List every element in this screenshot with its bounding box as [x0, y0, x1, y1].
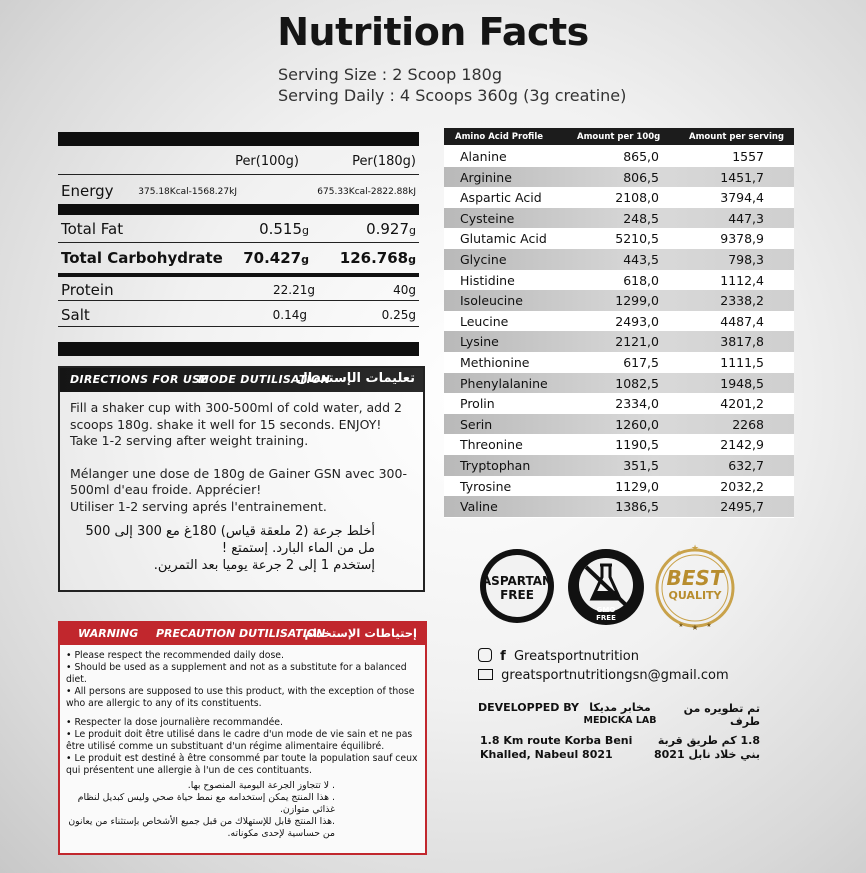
amino-row: [444, 270, 794, 291]
developed-by-ar: تم تطويره من طرف: [683, 702, 760, 728]
mail-icon: [478, 669, 493, 680]
amino-per-100g: 2334,0: [615, 396, 659, 412]
amino-per-100g: 5210,5: [615, 231, 659, 247]
amino-per-serving: 447,3: [728, 210, 764, 226]
warning-fr-1: • Respecter la dose journalière recommandée.: [66, 717, 283, 728]
warning-en-1: • Please respect the recommended daily dose.: [66, 650, 284, 661]
svg-text:★: ★: [691, 623, 699, 631]
amino-row: [444, 311, 794, 332]
amino-per-serving: 632,7: [728, 458, 764, 473]
fat-per100: 0.515g: [259, 220, 309, 238]
nutrient-label: Total Carbohydrate: [61, 249, 223, 267]
best-label: BEST: [666, 566, 724, 590]
amino-per-100g: 1299,0: [615, 293, 659, 309]
directions-ar: [60, 515, 423, 574]
warning-title-fr: PRECAUTION DUTILISATION: [156, 627, 326, 640]
amino-row: [444, 290, 794, 311]
amino-row: [444, 167, 794, 188]
amino-per-100g: 443,5: [623, 252, 659, 267]
amino-col-100g: Amount per 100g: [577, 132, 661, 142]
amino-per-serving: 1557: [732, 149, 764, 164]
amino-per-100g: 617,5: [623, 355, 659, 370]
amino-name: Histidine: [460, 272, 515, 288]
nutrient-label: Energy: [61, 182, 114, 200]
energy-per180: 675.33Kcal-2822.88kJ: [317, 187, 416, 197]
lab-name-en: MEDICKA LAB: [583, 715, 657, 726]
svg-text:★: ★: [675, 549, 683, 557]
serving-size: Serving Size : 2 Scoop 180g: [278, 65, 503, 84]
amino-name: Glutamic Acid: [460, 231, 547, 247]
lab-name-ar: مخابر مديكا: [589, 701, 651, 714]
warning-ar-1: . لا تتجاوز الجرعة اليومية المنصوح بها.: [187, 780, 335, 791]
gmo-free-badge: [566, 547, 646, 627]
amino-name: Valine: [460, 499, 498, 515]
amino-per-serving: 9378,9: [720, 231, 764, 247]
warning-box: [58, 621, 427, 855]
directions-title-fr: MODE DUTILISATION: [198, 373, 331, 386]
directions-title-en: DIRECTIONS FOR USE: [70, 373, 209, 386]
divider: [58, 326, 419, 327]
amino-per-100g: 351,5: [623, 458, 659, 473]
amino-per-100g: 1082,5: [615, 375, 659, 391]
amino-header: [444, 128, 794, 145]
amino-row: [444, 476, 794, 497]
thick-divider: [58, 204, 419, 215]
amino-per-100g: 1190,5: [615, 437, 659, 453]
address-ar: 1.8 كم طريق قربة بني خلاد نابل 8021: [654, 734, 760, 761]
amino-per-serving: 798,3: [728, 252, 764, 267]
svg-text:★: ★: [707, 549, 715, 557]
divider: [58, 300, 419, 301]
amino-name: Methionine: [460, 355, 530, 370]
col-per-180g: Per(180g): [352, 154, 416, 169]
top-bar: [58, 132, 419, 146]
gmo-free-label: FREE: [596, 614, 616, 622]
amino-name: Tryptophan: [460, 458, 531, 473]
protein-per180: 40g: [393, 283, 416, 297]
svg-text:★: ★: [678, 622, 684, 629]
warning-text: [60, 645, 425, 777]
amino-per-serving: 4201,2: [720, 396, 764, 412]
amino-per-serving: 3794,4: [720, 190, 764, 206]
amino-row: [444, 208, 794, 229]
amino-row: [444, 249, 794, 270]
divider: [58, 174, 419, 175]
amino-per-100g: 806,5: [623, 169, 659, 185]
amino-row: [444, 373, 794, 394]
gmo-label: GMO: [596, 606, 616, 614]
amino-row: [444, 228, 794, 249]
amino-name: Alanine: [460, 149, 507, 164]
amino-per-serving: 3817,8: [720, 334, 764, 350]
lab-name: [580, 701, 660, 727]
amino-acid-table: [444, 128, 794, 518]
directions-en-1: Fill a shaker cup with 300-500ml of cold water, add 2 scoops 180g. shake it well for 15 seconds. ENJOY!: [70, 400, 402, 432]
carbs-per180: 126.768g: [339, 249, 416, 267]
svg-text:★: ★: [706, 622, 712, 629]
nutrition-table: [58, 132, 419, 357]
salt-per100: 0.14g: [272, 308, 307, 322]
amino-per-100g: 2108,0: [615, 190, 659, 206]
warning-fr-2: • Le produit doit être utilisé dans le cadre d'un mode de vie sain et ne pas être utilisé comme un substituant d'un régime alimentaire équilibré.: [66, 729, 413, 752]
amino-name: Glycine: [460, 252, 507, 267]
best-quality-badge: [653, 543, 737, 631]
amino-per-serving: 1112,4: [720, 272, 764, 288]
svg-text:★: ★: [690, 544, 700, 554]
amino-row: [444, 352, 794, 373]
instagram-icon: [478, 648, 492, 662]
warning-header: [60, 623, 425, 645]
facebook-icon: f: [500, 649, 506, 664]
warning-title-ar: إحتياطات الإستخدام: [304, 626, 417, 640]
energy-per100: 375.18Kcal-1568.27kJ: [138, 187, 237, 197]
warning-ar-2: . هذا المنتج يمكن إستخدامه مع نمط حياة صحي وليس كبديل لنظام غذائي متوازن.: [77, 792, 335, 815]
amino-per-serving: 2338,2: [720, 293, 764, 309]
amino-name: Aspartic Acid: [460, 190, 542, 206]
quality-label: QUALITY: [668, 589, 722, 602]
amino-col-name: Amino Acid Profile: [455, 132, 544, 142]
amino-per-serving: 2495,7: [720, 499, 764, 515]
carbs-per100: 70.427g: [243, 249, 309, 267]
amino-per-serving: 4487,4: [720, 313, 764, 329]
directions-title-ar: تعليمات الإستعمال: [296, 371, 415, 386]
amino-row: [444, 414, 794, 435]
nutrient-label: Total Fat: [61, 220, 124, 238]
amino-name: Lysine: [460, 334, 499, 350]
developed-by: DEVELOPPED BY: [478, 701, 579, 714]
fat-per180: 0.927g: [366, 220, 416, 238]
page-title: Nutrition Facts: [277, 10, 589, 54]
amino-name: Phenylalanine: [460, 375, 548, 391]
amino-per-100g: 618,0: [623, 272, 659, 288]
amino-per-serving: 2268: [732, 416, 764, 432]
amino-row: [444, 393, 794, 414]
warning-title-en: WARNING: [78, 627, 139, 640]
social-handle: Greatsportnutrition: [513, 649, 639, 664]
address-fr: 1.8 Km route Korba Beni Khalled, Nabeul 8021: [480, 734, 633, 761]
amino-per-serving: 1111,5: [720, 355, 764, 370]
email-line: [478, 668, 729, 683]
directions-en-2: Take 1-2 serving after weight training.: [70, 433, 309, 448]
warning-en-3: • All persons are supposed to use this product, with the exception of those who are allergic to any of its constituents.: [66, 686, 415, 709]
amino-per-100g: 1260,0: [615, 416, 659, 432]
directions-box: [58, 366, 425, 592]
email-address: greatsportnutritiongsn@gmail.com: [501, 668, 729, 683]
nutrient-label: Protein: [61, 281, 114, 299]
amino-per-100g: 2493,0: [615, 313, 659, 329]
amino-name: Threonine: [460, 437, 523, 453]
amino-row: [444, 434, 794, 455]
amino-row: [444, 455, 794, 476]
directions-text: [60, 392, 423, 515]
directions-ar-1: أخلط جرعة (2 ملعقة قياس) 180غ مع 300 إلى 500 مل من الماء البارد. إستمتع !: [85, 524, 375, 556]
amino-per-serving: 2142,9: [720, 437, 764, 453]
amino-row: [444, 496, 794, 517]
amino-row: [444, 146, 794, 167]
directions-fr-2: Utiliser 1-2 serving aprés l'entrainement.: [70, 498, 327, 514]
amino-per-100g: 865,0: [623, 149, 659, 164]
protein-per100: 22.21g: [273, 283, 315, 297]
amino-row: [444, 331, 794, 352]
social-line: [478, 648, 639, 664]
amino-per-100g: 1386,5: [615, 499, 659, 515]
amino-name: Isoleucine: [460, 293, 523, 309]
amino-row: [444, 187, 794, 208]
amino-name: Tyrosine: [460, 478, 512, 494]
divider: [58, 273, 419, 277]
amino-per-100g: 1129,0: [615, 478, 659, 494]
warning-en-2: • Should be used as a supplement and not as a substitute for a balanced diet.: [66, 662, 407, 685]
amino-col-serving: Amount per serving: [689, 132, 785, 142]
amino-per-100g: 2121,0: [615, 334, 659, 350]
serving-info: [278, 64, 626, 106]
aspartan-label: ASPARTAN: [481, 574, 553, 588]
bottom-bar: [58, 342, 419, 356]
aspartan-free-badge: [478, 547, 556, 625]
salt-per180: 0.25g: [381, 308, 416, 322]
amino-name: Prolin: [460, 396, 495, 412]
directions-ar-2: إستخدم 1 إلى 2 جرعة يوميا بعد التمرين.: [153, 558, 375, 573]
nutrient-label: Salt: [61, 306, 90, 324]
amino-name: Serin: [460, 416, 493, 432]
aspartan-free-label: FREE: [500, 588, 534, 602]
warning-ar: [60, 777, 425, 840]
warning-ar-3: .هذا المنتج قابل للإستهلاك من قبل جميع الأشخاص بإستثناء من يعانون من حساسية لإحدى مكوناته.: [68, 816, 335, 839]
directions-fr-1: Mélanger une dose de 180g de Gainer GSN avec 300-500ml d'eau froide. Apprécier!: [70, 465, 407, 497]
amino-name: Cysteine: [460, 210, 515, 226]
amino-name: Arginine: [460, 169, 512, 185]
warning-fr-3: • Le produit est destiné à être consommé par toute la population sauf ceux qui présentent une allergie à l'un de ces contituants.: [66, 753, 418, 776]
amino-per-serving: 2032,2: [720, 478, 764, 494]
divider: [58, 242, 419, 243]
amino-per-serving: 1451,7: [720, 169, 764, 185]
amino-per-100g: 248,5: [623, 210, 659, 226]
directions-header: [60, 368, 423, 392]
amino-name: Leucine: [460, 313, 509, 329]
col-per-100g: Per(100g): [235, 154, 299, 169]
amino-per-serving: 1948,5: [720, 375, 764, 391]
serving-daily: Serving Daily : 4 Scoops 360g (3g creatine): [278, 86, 627, 105]
